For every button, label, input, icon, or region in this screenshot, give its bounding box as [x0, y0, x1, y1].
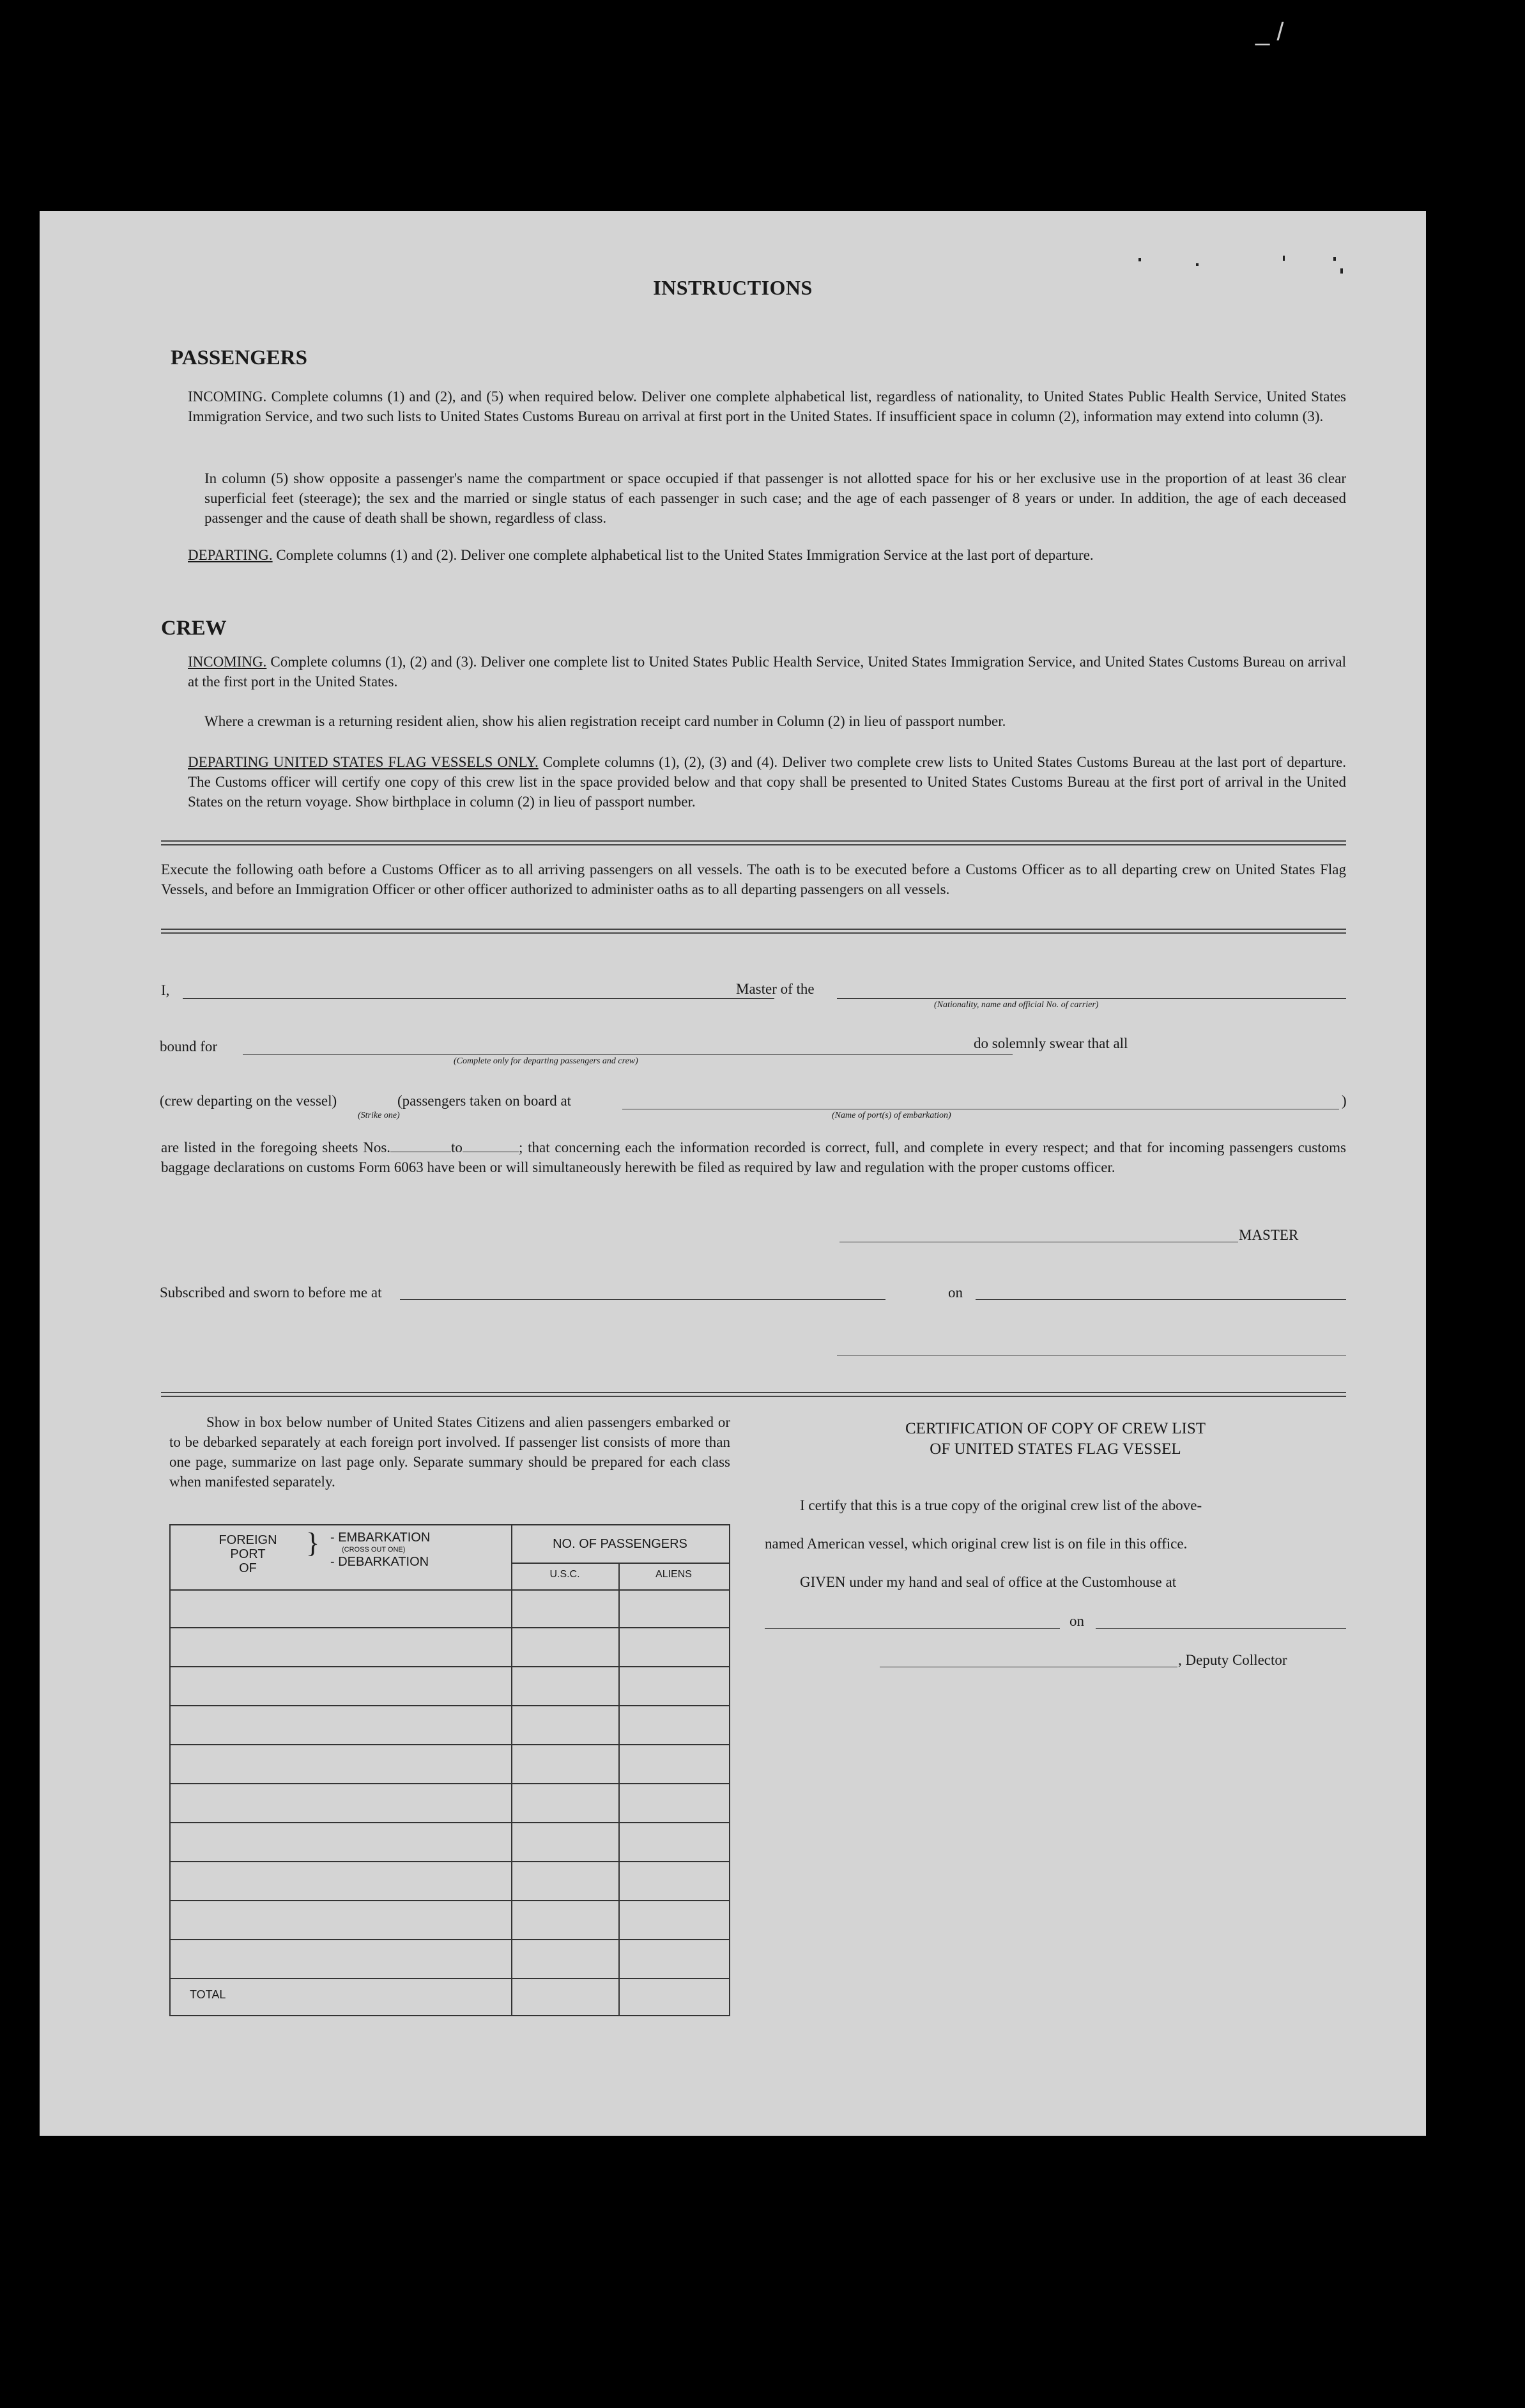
deputy-collector-label: , Deputy Collector: [1178, 1652, 1287, 1668]
passengers-departing-label: DEPARTING.: [188, 547, 273, 563]
col-of-label: OF: [239, 1561, 257, 1575]
crew-incoming-label: INCOMING.: [188, 654, 267, 670]
no-passengers-label: NO. OF PASSENGERS: [553, 1537, 687, 1551]
carrier-field[interactable]: [837, 998, 1346, 999]
aliens-label: ALIENS: [655, 1569, 692, 1580]
oath-passengers-taken: (passengers taken on board at: [397, 1093, 572, 1109]
certification-heading: [774, 1419, 1337, 1460]
passengers-incoming-label: INCOMING.: [188, 389, 267, 405]
bound-for-field[interactable]: [243, 1054, 1013, 1055]
certification-line-1: I certify that this is a true copy of the original crew list of the above-: [800, 1497, 1202, 1513]
passengers-incoming-text: Complete columns (1) and (2), and (5) when required below. Deliver one complete alphabetical list, regardless of nationality, to United States Public Health Service, United States Immigration Service, and two such lists to United States Customs Bureau on arrival at first port in the United States. If insufficient space in column (2), information may extend into column (3).: [188, 389, 1347, 424]
certification-line-3: GIVEN under my hand and seal of office at the Customhouse at: [800, 1574, 1177, 1590]
summary-instructions: [169, 1412, 730, 1492]
sworn-place-field[interactable]: [400, 1299, 885, 1300]
oath-master-of-the: Master of the: [736, 981, 815, 997]
oath-bound-for: bound for: [160, 1038, 218, 1054]
oath-listed-to: to: [451, 1139, 463, 1155]
customhouse-place-field[interactable]: [765, 1628, 1060, 1629]
oath-subscribed: Subscribed and sworn to before me at: [160, 1285, 382, 1300]
strike-one-caption: (Strike one): [358, 1111, 400, 1120]
oath-swear: do solemnly swear that all: [974, 1035, 1128, 1051]
crew-departing-paragraph: [188, 752, 1346, 812]
customhouse-date-field[interactable]: [1096, 1628, 1346, 1629]
certification-on: on: [1069, 1613, 1084, 1629]
col-foreign-label: FOREIGN: [218, 1533, 277, 1547]
certification-line-2: named American vessel, which original crew list is on file in this office.: [765, 1536, 1188, 1552]
passenger-summary-table: [169, 1524, 730, 2016]
passengers-departing-text: Complete columns (1) and (2). Deliver one complete alphabetical list to the United States Immigration Service at the last port of departure.: [276, 547, 1094, 563]
usc-label: U.S.C.: [549, 1569, 580, 1580]
summary-instructions-text: Show in box below number of United States Citizens and alien passengers embarked or to be debarked separately at each foreign port involved. If passenger list consists of more than one page, summarize on last page only. Separate summary should be prepared for each class when manifested separately.: [169, 1414, 730, 1490]
oath-on: on: [948, 1285, 963, 1300]
crew-resident-paragraph: Where a crewman is a returning resident alien, show his alien registration receipt card number in Column (2) in lieu of passport number.: [204, 713, 1006, 729]
cross-out-label: (CROSS OUT ONE): [342, 1546, 406, 1554]
col-foreign-port: [206, 1533, 289, 1575]
bound-caption: (Complete only for departing passengers and crew): [454, 1056, 638, 1066]
carrier-caption: (Nationality, name and official No. of carrier): [934, 1000, 1099, 1010]
oath-close-paren: ): [1342, 1093, 1347, 1109]
passengers-heading: PASSENGERS: [171, 346, 307, 369]
passengers-departing-paragraph: [188, 545, 1346, 565]
oath-intro: Execute the following oath before a Customs Officer as to all arriving passengers on all vessels. The oath is to be executed before a Customs Officer as to all departing crew on United States Flag Vessels, and before an Immigration Officer or other officer authorized to administer oaths as to all departing passengers on all vessels.: [161, 861, 1346, 897]
embarkation-label: - EMBARKATION: [330, 1531, 431, 1545]
port-caption: (Name of port(s) of embarkation): [832, 1111, 951, 1120]
brace-icon: }: [306, 1527, 320, 1559]
divider: [161, 1392, 1346, 1397]
certification-heading-1: CERTIFICATION OF COPY OF CREW LIST: [905, 1420, 1206, 1437]
oath-listed-b: ; that concerning each the information recorded is correct, full, and complete in every respect; and that for incoming passengers customs baggage declarations on customs Form 6063 have been or will simultaneously herewith be filed as required by law and regulation with the proper customs officer.: [161, 1139, 1346, 1175]
sheet-to-field[interactable]: [463, 1140, 519, 1152]
passengers-column5-paragraph: In column (5) show opposite a passenger's name the compartment or space occupied if that passenger is not allotted space for his or her exclusive use in the proportion of at least 36 clear superficial feet (steerage); the sex and the married or single status of each passenger in such case; and the age of each passenger of 8 years or under. In addition, the age of each deceased passenger and the cause of death shall be shown, regardless of class.: [204, 470, 1346, 526]
master-name-field[interactable]: [183, 998, 774, 999]
crew-incoming-paragraph: [188, 652, 1346, 691]
master-label: MASTER: [1239, 1227, 1299, 1243]
oath-crew-departing: (crew departing on the vessel): [160, 1093, 337, 1109]
corner-mark: _ /: [1255, 18, 1284, 46]
crew-heading: CREW: [161, 617, 227, 640]
oath-listed-paragraph: [161, 1138, 1346, 1177]
sworn-date-field[interactable]: [976, 1299, 1346, 1300]
page-title: INSTRUCTIONS: [653, 276, 813, 299]
form-page: [40, 211, 1426, 2136]
crew-incoming-text: Complete columns (1), (2) and (3). Deliver one complete list to United States Public Health Service, United States Immigration Service, and United States Customs Bureau on arrival at the first port in the United States.: [188, 654, 1346, 690]
sheet-from-field[interactable]: [390, 1140, 451, 1152]
passengers-incoming-paragraph: [188, 387, 1346, 426]
col-port-label: PORT: [230, 1547, 266, 1561]
divider: [161, 929, 1346, 934]
certification-heading-2: OF UNITED STATES FLAG VESSEL: [930, 1440, 1181, 1458]
debarkation-label: - DEBARKATION: [330, 1555, 429, 1569]
oath-i-label: I,: [161, 982, 170, 998]
oath-listed-a: are listed in the foregoing sheets Nos.: [161, 1139, 391, 1155]
total-label: TOTAL: [190, 1988, 226, 2001]
divider: [161, 840, 1346, 845]
crew-departing-text: Complete columns (1), (2), (3) and (4). Deliver two complete crew lists to United States Customs Bureau at the last port of departure. The Customs officer will certify one copy of this crew list in the space provided below and that copy shall be presented to United States Customs Bureau at the first port of arrival in the United States on the return voyage. Show birthplace in column (2) in lieu of passport number.: [188, 754, 1347, 810]
crew-departing-label: DEPARTING UNITED STATES FLAG VESSELS ONLY.: [188, 754, 539, 770]
